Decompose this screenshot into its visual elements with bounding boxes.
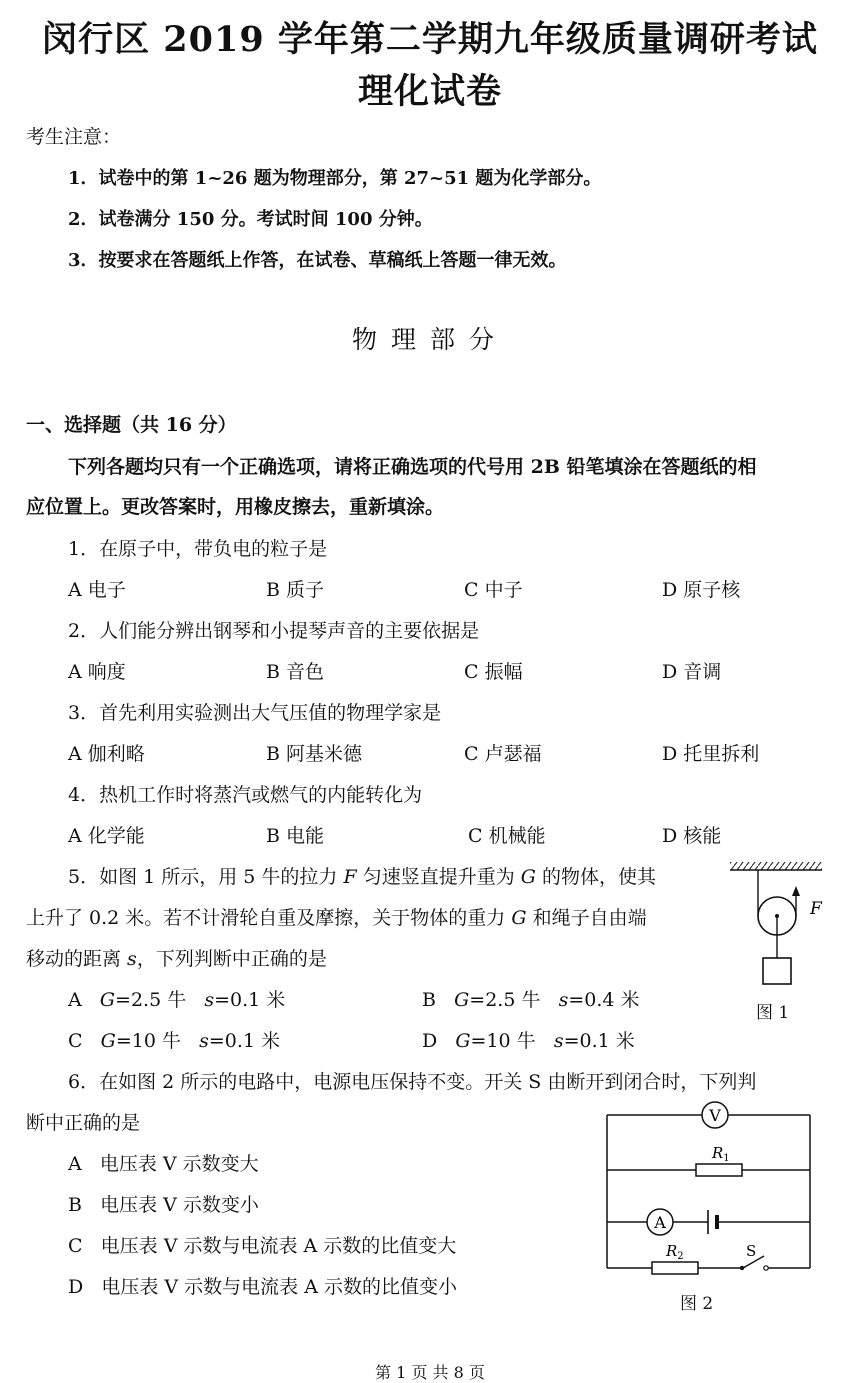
question-1-option-b: B 质子 (266, 579, 325, 601)
resistor-r2 (652, 1262, 698, 1274)
question-5-option-c: C G=10 牛 s=0.1 米 (68, 1030, 281, 1052)
resistor-r1 (696, 1164, 742, 1176)
question-2-option-b: B 音色 (266, 661, 325, 683)
question-4-stem: 4．热机工作时将蒸汽或燃气的内能转化为 (68, 784, 423, 806)
exam-title-line2: 理化试卷 (357, 71, 502, 112)
figure-2-caption: 图 2 (680, 1294, 714, 1314)
part1-instruction-line1: 下列各题均只有一个正确选项，请将正确选项的代号用 2B 铅笔填涂在答题纸的相 (68, 456, 757, 478)
question-4-option-a: A 化学能 (68, 825, 145, 847)
weight-block (763, 958, 791, 984)
switch-label: S (746, 1242, 757, 1260)
question-6-stem-line1: 6．在如图 2 所示的电路中，电源电压保持不变。开关 S 由断开到闭合时，下列判 (68, 1071, 757, 1093)
question-4-option-d: D 核能 (662, 825, 722, 847)
question-3-option-a: A 伽利略 (68, 743, 145, 765)
question-6-option-c: C 电压表 V 示数与电流表 A 示数的比值变大 (68, 1235, 457, 1257)
question-6-stem-line2: 断中正确的是 (26, 1112, 141, 1134)
question-5-option-d: D G=10 牛 s=0.1 米 (422, 1030, 635, 1052)
notice-item-2: 2．试卷满分 150 分。考试时间 100 分钟。 (68, 209, 433, 230)
section-title: 物理部分 (351, 325, 508, 354)
question-3-stem: 3．首先利用实验测出大气压值的物理学家是 (68, 702, 442, 724)
figure-1-caption: 图 1 (756, 1003, 790, 1023)
r1-label: $R_1$ (712, 1144, 730, 1164)
question-5-stem-line2: 上升了 0.2 米。若不计滑轮自重及摩擦，关于物体的重力 G 和绳子自由端 (26, 907, 647, 929)
switch-contact (764, 1266, 768, 1270)
part1-instruction-line2: 应位置上。更改答案时，用橡皮擦去，重新填涂。 (26, 496, 445, 518)
ceiling-hatch (730, 862, 822, 870)
figure-1-pulley-diagram (722, 858, 832, 988)
question-4-option-c: C 机械能 (468, 825, 546, 847)
part1-heading: 一、选择题（共 16 分） (26, 414, 237, 436)
question-1-option-a: A 电子 (68, 579, 126, 601)
question-5-option-a: A G=2.5 牛 s=0.1 米 (68, 989, 286, 1011)
ammeter-label: A (654, 1213, 666, 1232)
question-3-option-c: C 卢瑟福 (464, 743, 542, 765)
figure-2-circuit-diagram (600, 1100, 820, 1280)
question-3-option-b: B 阿基米德 (266, 743, 363, 765)
question-1-option-d: D 原子核 (662, 579, 741, 601)
notice-item-3: 3．按要求在答题纸上作答，在试卷、草稿纸上答题一律无效。 (68, 250, 567, 271)
exam-title-line1: 闵行区 2019 学年第二学期九年级质量调研考试 (42, 19, 818, 60)
force-arrow (792, 886, 800, 896)
question-6-option-a: A 电压表 V 示数变大 (68, 1153, 259, 1175)
question-5-stem-line3: 移动的距离 s，下列判断中正确的是 (26, 948, 327, 970)
pulley-axle (775, 914, 779, 918)
question-4-option-b: B 电能 (266, 825, 325, 847)
switch-pivot (740, 1266, 744, 1270)
question-3-option-d: D 托里拆利 (662, 743, 760, 765)
question-2-option-c: C 振幅 (464, 661, 523, 683)
voltmeter-label: V (709, 1106, 721, 1125)
notice-heading: 考生注意： (26, 126, 122, 148)
question-1-stem: 1．在原子中，带负电的粒子是 (68, 538, 328, 560)
r2-label: $R_2$ (666, 1242, 684, 1262)
question-5-stem-line1: 5．如图 1 所示，用 5 牛的拉力 F 匀速竖直提升重为 G 的物体，使其 (68, 866, 656, 888)
question-5-option-b: B G=2.5 牛 s=0.4 米 (422, 989, 640, 1011)
question-6-option-d: D 电压表 V 示数与电流表 A 示数的比值变小 (68, 1276, 457, 1298)
question-2-option-d: D 音调 (662, 661, 722, 683)
question-1-option-c: C 中子 (464, 579, 523, 601)
force-label: F (810, 899, 822, 919)
page-footer: 第 1 页 共 8 页 (375, 1363, 485, 1382)
question-6-option-b: B 电压表 V 示数变小 (68, 1194, 259, 1216)
notice-item-1: 1．试卷中的第 1~26 题为物理部分，第 27~51 题为化学部分。 (68, 168, 602, 189)
question-2-stem: 2．人们能分辨出钢琴和小提琴声音的主要依据是 (68, 620, 480, 642)
question-2-option-a: A 响度 (68, 661, 126, 683)
